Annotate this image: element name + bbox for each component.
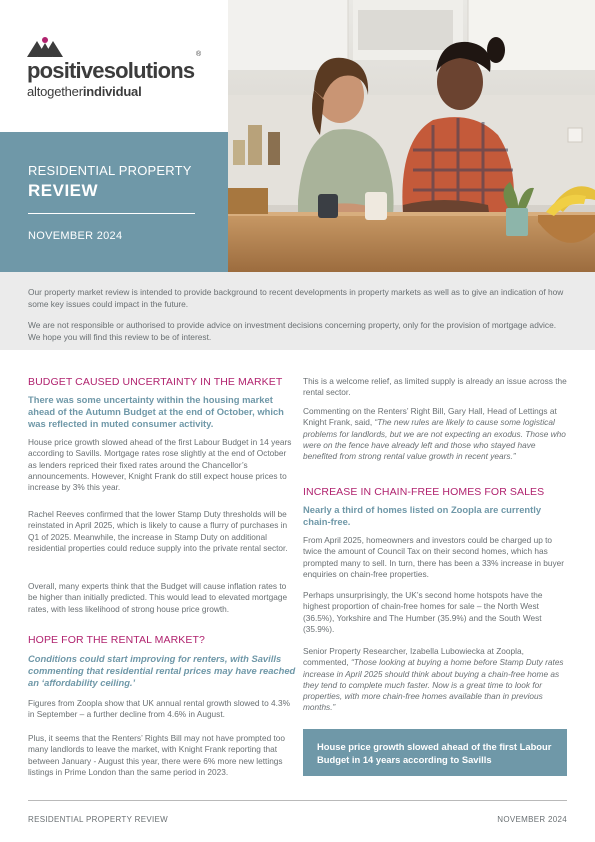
issue-date: NOVEMBER 2024 bbox=[28, 230, 123, 242]
budget-paragraph-1: House price growth slowed ahead of the first Labour Budget in 14 years according to Savills. Mortgage rates rose slightly at the end of October as lenders repriced their fixed rates around the Chancellor’s announcements. However, Knight Frank do still expect house prices to increase by 3% this year. bbox=[28, 437, 292, 493]
callout-text: House price growth slowed ahead of the first Labour Budget in 14 years according to Savills bbox=[317, 741, 552, 765]
title-kicker: RESIDENTIAL PROPERTY bbox=[28, 163, 192, 178]
brand-tagline bbox=[27, 84, 142, 99]
budget-paragraph-2: Rachel Reeves confirmed that the lower Stamp Duty thresholds will be reinstated in April 2025, which is likely to cause a flurry of purchases in Q1 of 2025. Meanwhile, the increase in Stamp Duty on additional residential properties could reduce supply into the private rental sector. bbox=[28, 509, 288, 553]
quote-hall: “The new rules are likely to cause some logistical problems for landlords, but we are not expecting an exodus. Those who were on the fence have already left and those who stayed have benefited from strong rental value growth in recent years.” bbox=[303, 417, 566, 462]
intro-paragraph-2: We are not responsible or authorised to provide advice on investment decisions concerning property, only for the provision of mortgage advice. We hope you will find this review to be of interest. bbox=[28, 320, 557, 342]
hero-photo bbox=[228, 0, 595, 272]
quote-attribution-hall: Commenting on the Renters’ Right Bill, Gary Hall, Head of Lettings at Knight Frank, said, bbox=[303, 406, 557, 428]
section-lead-rental: Conditions could start improving for renters, with Savills commenting that residential rental prices may have reached an ‘affordability ceiling.’ bbox=[28, 653, 296, 688]
budget-paragraph-3: Overall, many experts think that the Budget will cause inflation rates to be higher than initially predicted. This would lead to elevated mortgage rates, with less likelihood of strong house price growth. bbox=[28, 581, 288, 614]
rental-paragraph-4 bbox=[303, 406, 571, 462]
quote-attribution-zoopla: Senior Property Researcher, Izabella Lubowiecka at Zoopla, commented, bbox=[303, 646, 524, 668]
callout-box bbox=[303, 729, 567, 776]
section-lead-budget: There was some uncertainty within the housing market ahead of the Autumn Budget at the end of October, which was reflected in muted consumer activity. bbox=[28, 394, 284, 429]
footer-divider bbox=[28, 800, 567, 801]
tagline-bold: individual bbox=[82, 84, 142, 99]
rental-paragraph-2: Plus, it seems that the Renters’ Rights Bill may not have prompted too many landlords to leave the market, with Knight Frank reporting that between January - August this year, there were 6% more new lettings listings in Prime London than the same period in 2023. bbox=[28, 733, 286, 777]
title-panel bbox=[0, 132, 228, 272]
section-lead-chain-free: Nearly a third of homes listed on Zoopla are currently chain-free. bbox=[303, 504, 542, 527]
title-divider bbox=[28, 213, 195, 214]
logo-panel bbox=[0, 0, 228, 132]
hero bbox=[0, 0, 595, 272]
chain-free-paragraph-3 bbox=[303, 646, 571, 714]
footer-date: NOVEMBER 2024 bbox=[497, 815, 567, 824]
intro-band bbox=[0, 272, 595, 350]
tagline-light: altogether bbox=[27, 84, 83, 99]
footer-title: RESIDENTIAL PROPERTY REVIEW bbox=[28, 815, 168, 824]
page-title: REVIEW bbox=[28, 181, 99, 200]
intro-paragraph-1: Our property market review is intended to provide background to recent developments in property markets as well as to give an indication of how some key issues could impact in the future. bbox=[28, 287, 564, 309]
logo-mark-icon bbox=[27, 37, 63, 57]
quote-zoopla: “Those looking at buying a home before Stamp Duty rates increase in April 2025 should think about buying a chain-free home as they tend to complete much faster. Now is a great time to look for properties, with more chain-free homes available than in previous months.” bbox=[303, 657, 564, 713]
section-heading-rental: HOPE FOR THE RENTAL MARKET? bbox=[28, 634, 205, 646]
chain-free-paragraph-2: Perhaps unsurprisingly, the UK’s second home hotspots have the highest proportion of chain-free homes for sale – the North West (36.5%), Yorkshire and The Humber (35.9%) and the South West (35.9%). bbox=[303, 590, 543, 634]
rental-paragraph-3: This is a welcome relief, as limited supply is already an issue across the rental sector. bbox=[303, 376, 567, 398]
section-heading-chain-free: INCREASE IN CHAIN-FREE HOMES FOR SALES bbox=[303, 486, 545, 498]
brand-name: positivesolutions bbox=[27, 58, 195, 83]
section-heading-budget: BUDGET CAUSED UNCERTAINTY IN THE MARKET bbox=[28, 376, 283, 388]
chain-free-paragraph-1: From April 2025, homeowners and investors could be charged up to twice the amount of Council Tax on their second homes, which has prompted many to sell. In turn, there has been a 33% increase in buyer enquiries on chain-free properties. bbox=[303, 535, 565, 579]
kitchen-scene-illustration bbox=[228, 0, 595, 272]
rental-paragraph-1: Figures from Zoopla show that UK annual rental growth slowed to 4.3% in September – a further decline from 4.6% in August. bbox=[28, 698, 290, 720]
registered-mark: ® bbox=[196, 51, 202, 58]
